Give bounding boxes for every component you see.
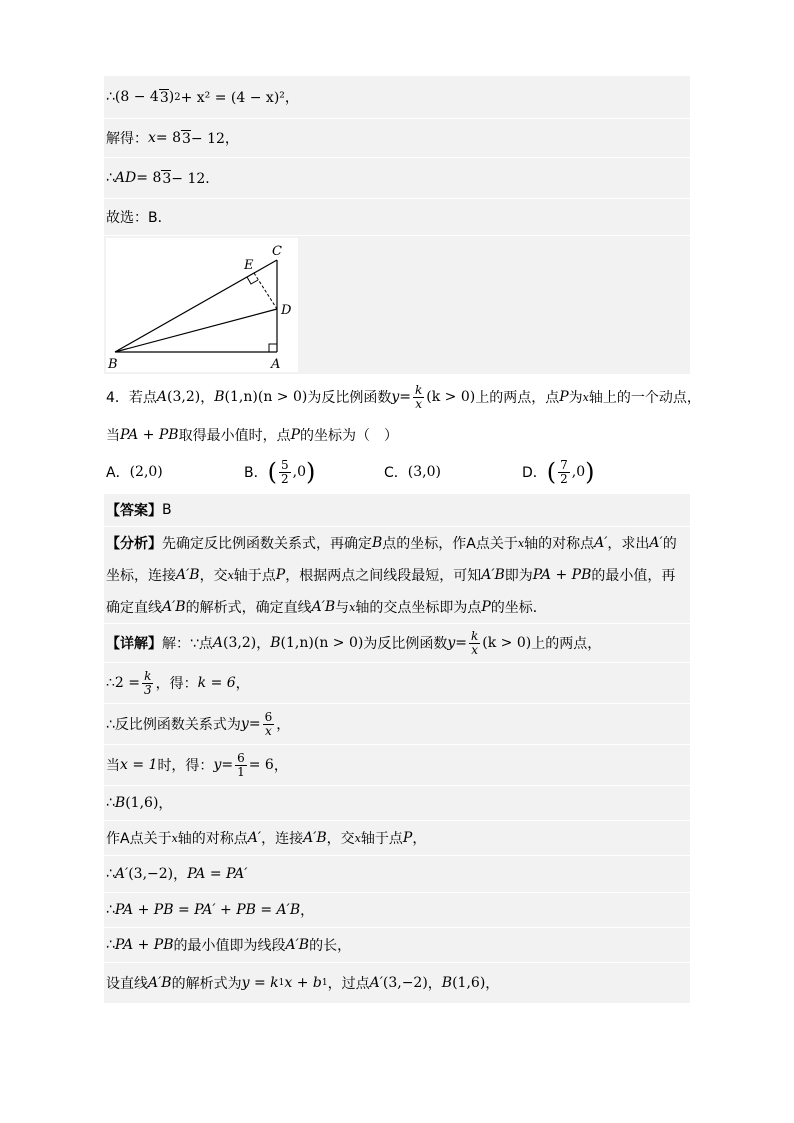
equation: PA + PB = PA′ + PB = A′B bbox=[114, 902, 301, 918]
segment-a-prime-b: A′B bbox=[285, 937, 310, 953]
detail-line-8 bbox=[104, 893, 690, 928]
solution-block bbox=[104, 76, 690, 374]
answer-line bbox=[104, 494, 690, 527]
option-b[interactable]: B． ( $\frac{5}{2}$ ,0 ) bbox=[244, 457, 316, 486]
var-x: x bbox=[227, 568, 234, 582]
point-a-prime: A′ bbox=[114, 866, 129, 882]
text: 上的两点， bbox=[531, 636, 602, 652]
expr-part: − 12， bbox=[190, 131, 239, 147]
text: 作A点关于 bbox=[106, 831, 172, 847]
option-fraction bbox=[558, 459, 570, 486]
text: 的坐标． bbox=[490, 600, 547, 616]
choice-text: 故选：B． bbox=[106, 210, 172, 226]
right-angle-e bbox=[247, 277, 258, 284]
denominator: 1 bbox=[237, 764, 245, 779]
text: 即为 bbox=[504, 568, 533, 584]
detail-line-10 bbox=[104, 963, 690, 1003]
expr-pa-pb: PA + PB bbox=[532, 567, 592, 583]
text: 的解析式为 bbox=[171, 976, 242, 992]
condition-n: (n > 0) bbox=[257, 389, 308, 405]
question-block bbox=[104, 374, 701, 494]
triangle-figure bbox=[106, 238, 298, 372]
therefore-symbol: ∴ bbox=[106, 170, 115, 186]
detail-tag: 【详解】 bbox=[106, 636, 162, 652]
subscript: 1 bbox=[321, 978, 328, 988]
expr-part: + x² = (4 − x)²， bbox=[180, 90, 299, 106]
option-value: (3,0) bbox=[407, 464, 441, 480]
segment-ed bbox=[254, 273, 277, 309]
denominator: x bbox=[415, 396, 423, 411]
coord-a: (3,2) bbox=[167, 389, 201, 405]
equation-line bbox=[104, 76, 690, 119]
equals: = bbox=[399, 389, 411, 405]
analysis-line-3 bbox=[104, 591, 690, 624]
expr-pa-pb: PA + PB bbox=[114, 937, 174, 953]
coord-b: (1,n) bbox=[224, 389, 258, 405]
text: 为反比例函数 bbox=[363, 636, 448, 652]
point-b: B bbox=[441, 975, 453, 991]
answer-value: B bbox=[162, 502, 172, 518]
detail-line-1 bbox=[104, 624, 690, 663]
choice-line bbox=[104, 199, 690, 236]
question-text: 若点 bbox=[128, 390, 157, 406]
text: ， bbox=[256, 636, 271, 652]
var-x: x bbox=[349, 600, 356, 614]
numerator: 6 bbox=[237, 750, 245, 765]
question-line-1 bbox=[104, 374, 701, 420]
segment-bd bbox=[115, 309, 277, 352]
condition-k: (k > 0) bbox=[426, 389, 476, 405]
coord-b: (1,n) bbox=[280, 635, 314, 651]
text: ， bbox=[427, 976, 442, 992]
analysis-line-2 bbox=[104, 559, 690, 591]
sqrt-value: 3 bbox=[159, 89, 169, 106]
k-value: k = 6 bbox=[197, 675, 236, 691]
point-p: P bbox=[275, 567, 286, 583]
label-b: B bbox=[108, 357, 118, 372]
expr-part: ∴2 = bbox=[106, 675, 140, 691]
var-x: x bbox=[148, 130, 156, 146]
var-y: y bbox=[391, 389, 400, 405]
numerator: k bbox=[471, 628, 479, 643]
denominator: 2 bbox=[280, 471, 289, 486]
text: 与 bbox=[335, 600, 350, 616]
solve-line bbox=[104, 119, 690, 158]
subscript: 1 bbox=[278, 978, 285, 988]
coord-b: (1,6) bbox=[452, 975, 486, 991]
var-y: y bbox=[213, 757, 222, 773]
question-text: ， bbox=[200, 390, 215, 406]
text: ， bbox=[485, 976, 500, 992]
detail-line-4 bbox=[104, 745, 690, 786]
expr-part: (8 − 4 bbox=[114, 89, 159, 105]
segment-ad: AD bbox=[114, 170, 137, 186]
label-c: C bbox=[272, 244, 282, 259]
label-d: D bbox=[281, 303, 292, 318]
text: 设直线 bbox=[106, 976, 148, 992]
option-fraction bbox=[279, 459, 291, 486]
equation: x + b bbox=[284, 975, 322, 991]
question-text: 当 bbox=[106, 428, 120, 444]
text: ，得： bbox=[155, 676, 198, 692]
text: 解：∵点 bbox=[162, 636, 213, 652]
text: 轴的对称点 bbox=[524, 536, 595, 552]
question-line-2 bbox=[104, 420, 690, 450]
therefore-symbol: ∴ bbox=[106, 795, 115, 811]
therefore-symbol: ∴ bbox=[106, 937, 115, 953]
therefore-symbol: ∴ bbox=[106, 866, 115, 882]
text: 的解析式，确定直线 bbox=[185, 600, 312, 616]
option-value: ,0 bbox=[571, 464, 586, 480]
text: ，连接 bbox=[261, 831, 304, 847]
label-e: E bbox=[244, 258, 254, 273]
detail-line-2 bbox=[104, 663, 690, 704]
var-x: x bbox=[171, 831, 178, 845]
analysis-line-1 bbox=[104, 527, 690, 559]
detail-line-9 bbox=[104, 928, 690, 963]
segment-a-prime-b: A′B bbox=[176, 567, 200, 583]
equals: = bbox=[248, 716, 261, 732]
point-b: B bbox=[270, 635, 281, 651]
therefore-symbol: ∴ bbox=[106, 89, 115, 105]
text: ， bbox=[158, 796, 173, 812]
text: 先确定反比例函数关系式，再确定 bbox=[162, 536, 372, 552]
expr-pa-pb: PA + PB bbox=[120, 427, 179, 443]
option-a[interactable] bbox=[106, 462, 244, 482]
segment-a-prime-b: A′B bbox=[148, 975, 172, 991]
denominator: 2 bbox=[560, 471, 568, 486]
detail-line-5 bbox=[104, 786, 690, 821]
expr-part: = 8 bbox=[136, 170, 162, 186]
text: ， bbox=[276, 717, 291, 733]
fraction-k-over-x bbox=[413, 384, 424, 411]
var-y: y bbox=[447, 635, 456, 651]
answer-block bbox=[104, 494, 690, 1003]
text: ∴反比例函数关系式为 bbox=[106, 717, 241, 733]
text: 点的坐标，作A点关于 bbox=[382, 536, 518, 552]
detail-line-6 bbox=[104, 821, 690, 856]
text: 轴于点 bbox=[233, 568, 276, 584]
label-a: A bbox=[271, 357, 281, 372]
point-a-prime: A′ bbox=[594, 535, 608, 551]
option-c[interactable] bbox=[384, 462, 522, 482]
fraction-k-over-x bbox=[469, 630, 480, 657]
point-a: A bbox=[156, 389, 168, 405]
question-text: 上的两点，点 bbox=[475, 390, 560, 406]
denominator: x bbox=[471, 642, 479, 657]
text: 时，得： bbox=[157, 758, 214, 774]
segment-a-prime-b: A′B bbox=[311, 599, 336, 615]
option-value: ,0 bbox=[292, 464, 306, 480]
segment-bc bbox=[115, 260, 277, 352]
option-value: (2,0) bbox=[129, 464, 163, 480]
question-text: 为 bbox=[568, 390, 583, 406]
point-b: B bbox=[114, 795, 126, 811]
question-text: 轴上的一个动点， bbox=[588, 390, 701, 406]
condition-n: (n > 0) bbox=[313, 635, 364, 651]
expr-part: ) bbox=[168, 89, 175, 105]
coord-a: (3,2) bbox=[223, 635, 257, 651]
analysis-tag: 【分析】 bbox=[106, 536, 162, 552]
condition-k: (k > 0) bbox=[482, 635, 532, 651]
ad-line bbox=[104, 158, 690, 199]
text: ，过点 bbox=[327, 976, 370, 992]
var-x: x bbox=[582, 390, 589, 404]
point-p: P bbox=[290, 427, 301, 443]
text: 轴的对称点 bbox=[177, 831, 248, 847]
point-p: P bbox=[559, 389, 569, 405]
x-value: x = 1 bbox=[120, 757, 158, 773]
expr-part: − 12． bbox=[171, 171, 220, 187]
segment-a-prime-b: A′B bbox=[481, 567, 505, 583]
text: ，根据两点之间线段最短，可知 bbox=[285, 568, 482, 584]
numerator: 6 bbox=[264, 709, 273, 724]
text: ， bbox=[235, 676, 250, 692]
point-b: B bbox=[214, 389, 225, 405]
coord-a-prime: (3,−2) bbox=[128, 866, 174, 882]
point-a-prime: A′ bbox=[369, 975, 383, 991]
detail-line-3 bbox=[104, 704, 690, 745]
text: 确定直线 bbox=[106, 600, 162, 616]
coord-a-prime: (3,−2) bbox=[382, 975, 428, 991]
text: ，交 bbox=[199, 568, 228, 584]
numerator: k bbox=[415, 382, 423, 397]
question-text: 为反比例函数 bbox=[307, 390, 392, 406]
point-p: P bbox=[481, 599, 491, 615]
text: 轴的交点坐标即为点 bbox=[355, 600, 482, 616]
var-x: x bbox=[517, 536, 525, 550]
right-angle-a bbox=[269, 344, 277, 352]
equation: y = k bbox=[241, 975, 279, 991]
option-label: B． bbox=[244, 465, 268, 481]
point-b: B bbox=[372, 535, 383, 551]
fraction-6-over-1 bbox=[235, 752, 247, 779]
equation: PA = PA′ bbox=[187, 866, 248, 882]
point-a: A bbox=[212, 635, 224, 651]
options-row bbox=[104, 450, 690, 494]
text: ，交 bbox=[326, 831, 355, 847]
equals: = bbox=[221, 757, 234, 773]
figure-row bbox=[104, 236, 690, 374]
text: 的最小值即为线段 bbox=[173, 938, 286, 954]
text: ， bbox=[273, 758, 288, 774]
text: 当 bbox=[106, 758, 120, 774]
option-label: D． bbox=[522, 465, 547, 481]
option-d[interactable]: D． ( $\frac{7}{2}$ ,0 ) bbox=[522, 457, 595, 486]
text: ， bbox=[300, 903, 315, 919]
segment-a-prime-b: A′B bbox=[303, 830, 327, 846]
text: 轴于点 bbox=[360, 831, 403, 847]
question-text: 取得最小值时，点 bbox=[178, 428, 291, 444]
therefore-symbol: ∴ bbox=[106, 902, 115, 918]
fraction-k-over-3 bbox=[142, 670, 154, 697]
var-y: y bbox=[240, 716, 249, 732]
document-page bbox=[104, 76, 701, 1003]
denominator: 3 bbox=[144, 682, 152, 697]
coord-b: (1,6) bbox=[125, 795, 159, 811]
question-text: 的坐标为（ ） bbox=[300, 428, 399, 444]
sqrt-value: 3 bbox=[162, 170, 172, 187]
numerator: 7 bbox=[560, 457, 568, 472]
text: 的 bbox=[662, 536, 677, 552]
equals: = bbox=[455, 635, 467, 651]
point-p: P bbox=[402, 830, 413, 846]
expr-part: = 6 bbox=[248, 757, 274, 773]
sqrt-value: 3 bbox=[182, 130, 191, 147]
text: 的最小值，再 bbox=[591, 568, 676, 584]
fraction-6-over-x bbox=[263, 711, 275, 738]
numerator: k bbox=[144, 668, 152, 683]
expr-part: = 8 bbox=[155, 130, 181, 146]
text: 坐标，连接 bbox=[106, 568, 176, 584]
detail-line-7 bbox=[104, 856, 690, 893]
segment-a-prime-b: A′B bbox=[162, 599, 186, 615]
answer-tag: 【答案】 bbox=[106, 503, 162, 519]
question-number: 4． bbox=[106, 390, 129, 406]
numerator: 5 bbox=[280, 457, 289, 472]
exponent: 2 bbox=[174, 91, 181, 103]
point-a-prime: A′ bbox=[649, 535, 663, 551]
point-a-prime: A′ bbox=[247, 830, 262, 846]
option-label: C． bbox=[384, 465, 408, 481]
text: ， bbox=[173, 867, 188, 883]
denominator: x bbox=[265, 723, 272, 738]
text: ， bbox=[412, 831, 427, 847]
var-x: x bbox=[354, 831, 361, 845]
solve-label: 解得： bbox=[106, 131, 148, 147]
text: 的长， bbox=[309, 938, 352, 954]
option-label: A． bbox=[106, 465, 130, 481]
text: ，求出 bbox=[607, 536, 650, 552]
